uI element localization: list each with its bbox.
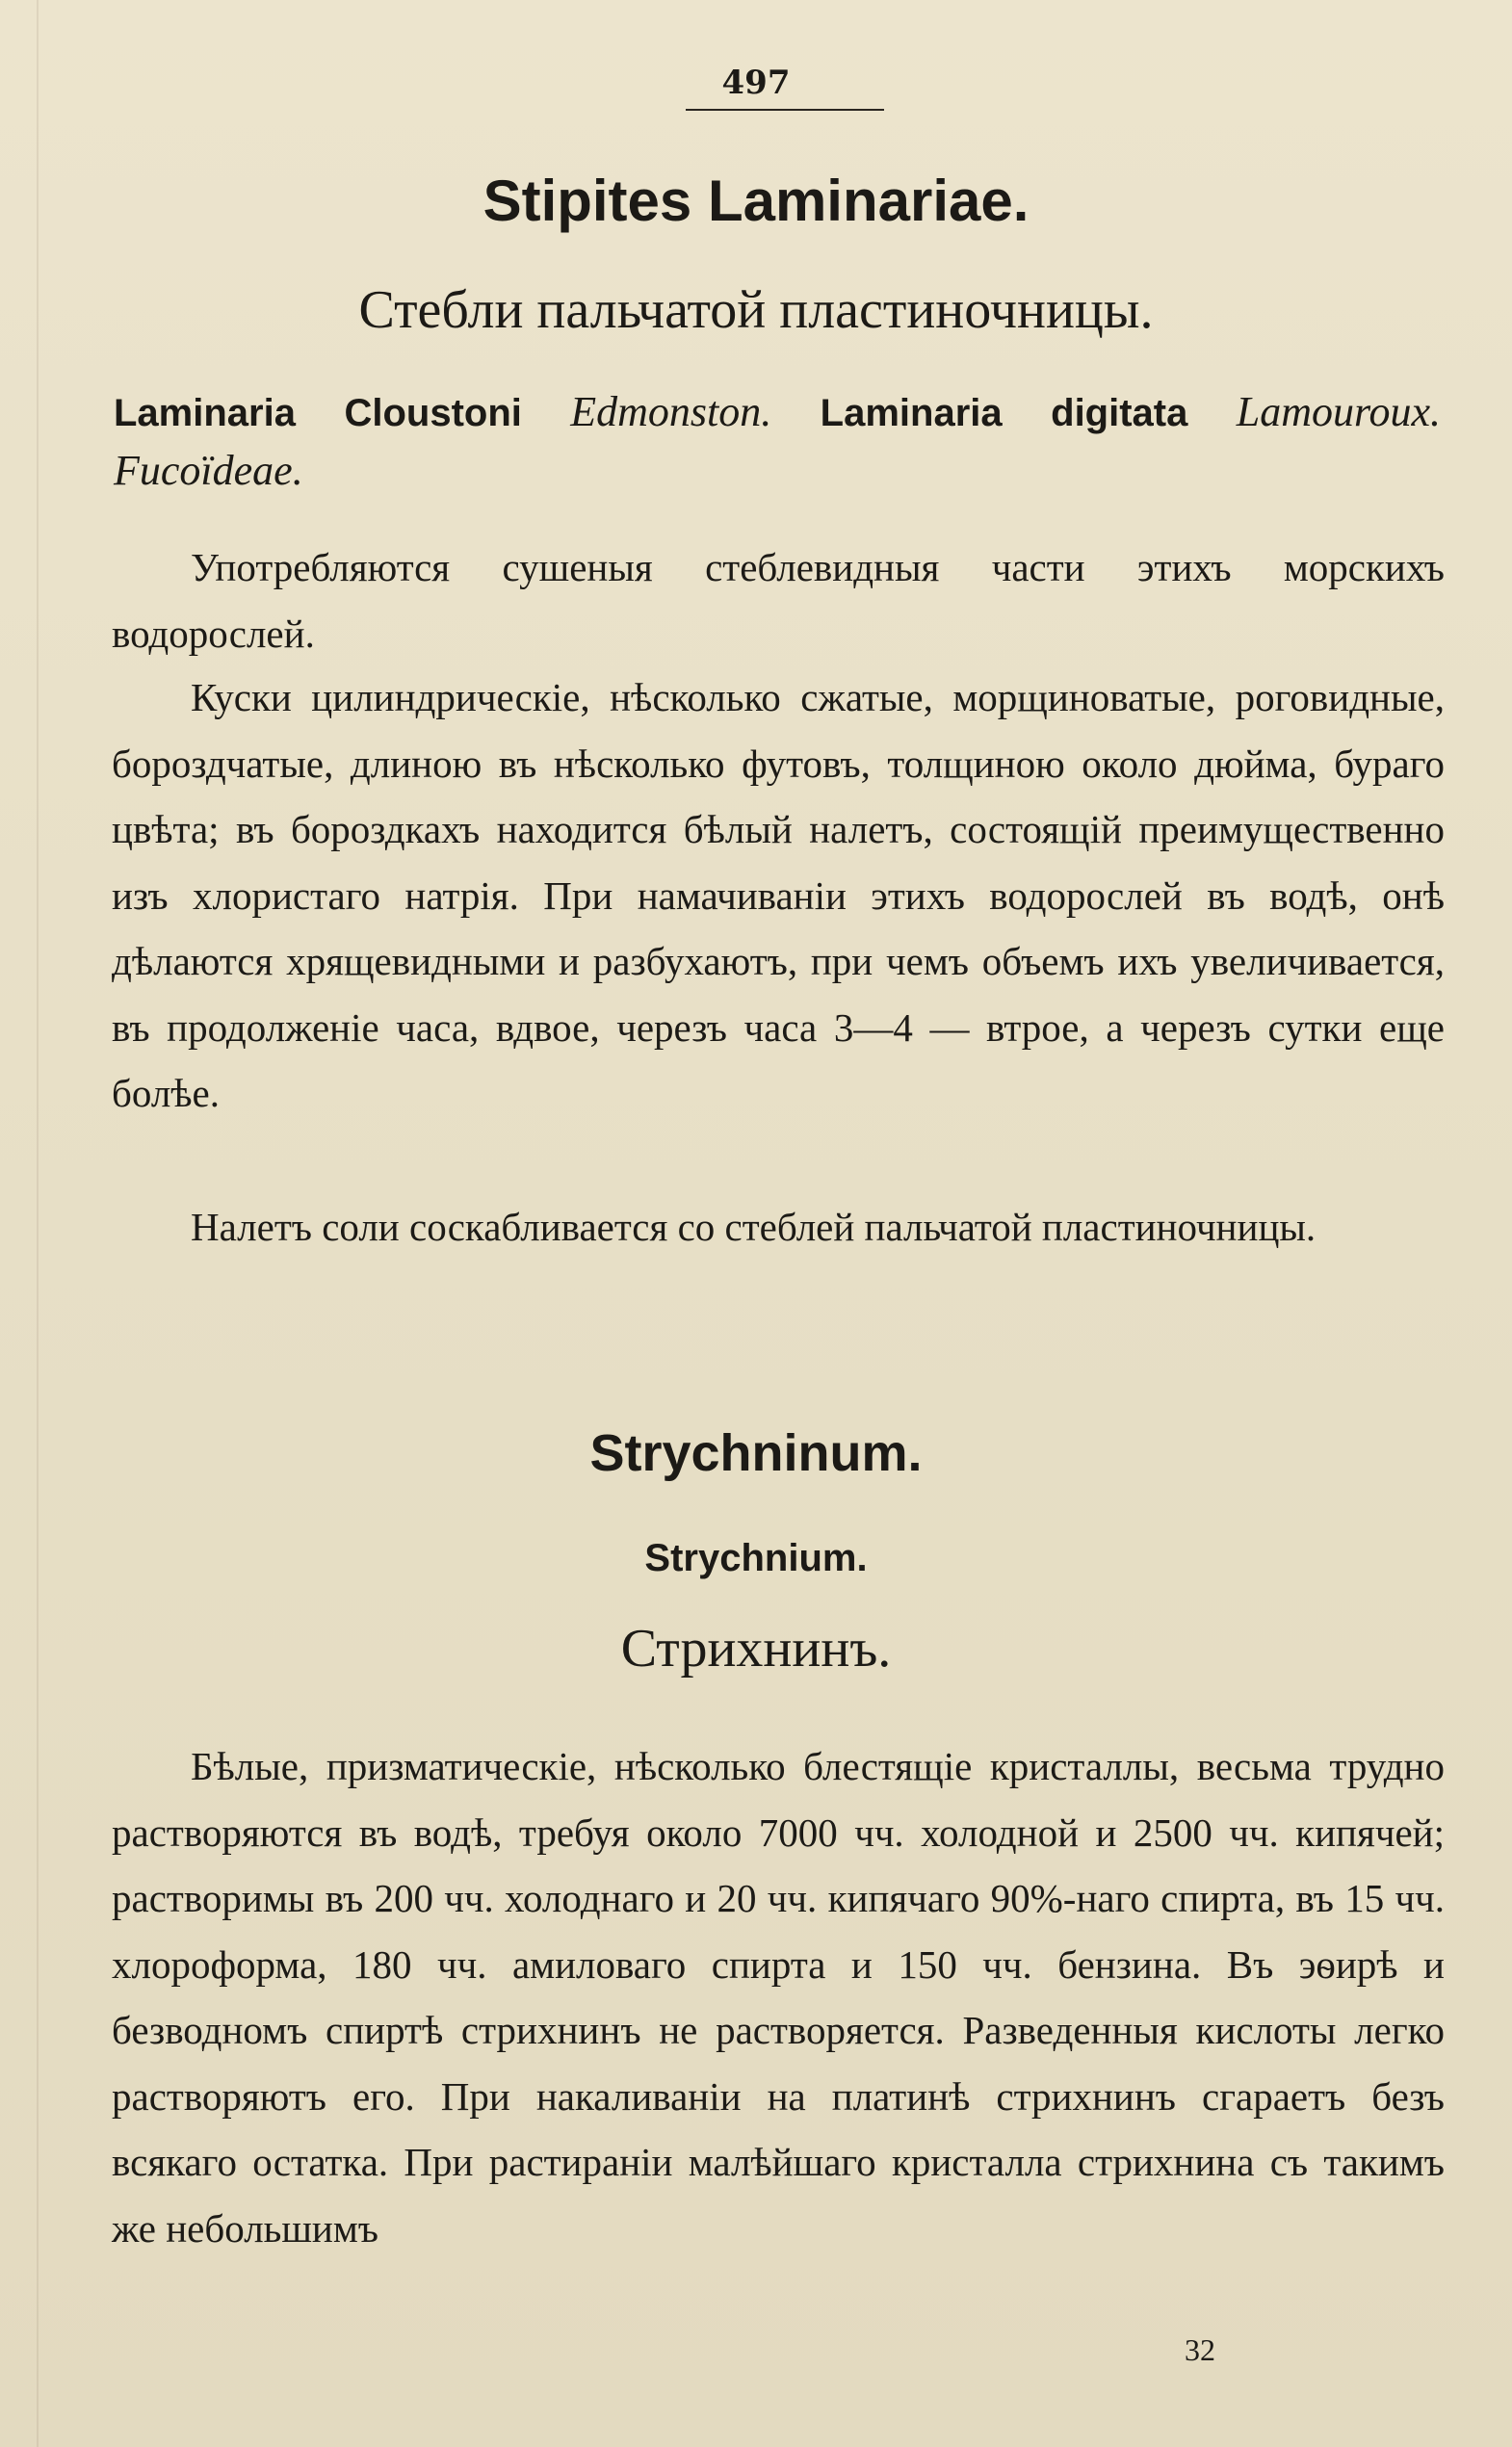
paragraph: Употребляются сушеныя стеблевидныя части этихъ морскихъ водорослей. — [112, 545, 1445, 656]
species-name: Laminaria digitata — [820, 392, 1188, 434]
section-synonym-latin: Strychnium. — [644, 1537, 868, 1579]
page-edge-shadow — [37, 0, 39, 2447]
species-name: Laminaria Cloustoni — [114, 392, 522, 434]
section-title-russian: Стрихнинъ. — [620, 1619, 892, 1679]
header-rule — [686, 109, 884, 111]
paragraph: Налетъ соли соскабливается со стеблей пальчатой пластиночницы. — [191, 1205, 1316, 1249]
section-title-latin: Stipites Laminariae. — [482, 169, 1030, 233]
section-title-latin: Strychninum. — [589, 1424, 923, 1482]
paragraph: Куски цилиндрическіе, нѣсколько сжатые, морщиноватые, роговидные, бороздчатые, длиною въ нѣсколько футовъ, толщиною около дюйма, бураго цвѣта; въ бороздкахъ находится бѣлый налетъ, состоящій преимущественно изъ хлористаго натрія. При намачиваніи этихъ водорослей въ водѣ, онѣ дѣлаются хрящевидными и разбухаютъ, при чемъ объемъ ихъ увеличивается, въ продолженіе часа, вдвое, черезъ часа 3—4 — втрое, а черезъ сутки еще болѣе. — [112, 675, 1445, 1115]
printer-signature: 32 — [1185, 2332, 1215, 2367]
page-number: 497 — [721, 64, 791, 102]
botanical-source — [114, 383, 1441, 500]
plant-family: Fucoïdeae. — [114, 447, 303, 494]
species-author: Edmonston. — [570, 388, 772, 435]
section-title-russian: Стебли пальчатой пластиночницы. — [358, 280, 1154, 340]
paragraph: Бѣлые, призматическіе, нѣсколько блестящіе кристаллы, весьма трудно растворяются въ водѣ, требуя около 7000 чч. холодной и 2500 чч. кипячей; растворимы въ 200 чч. холоднаго и 20 чч. кипячаго 90%-наго спирта, въ 15 чч. хлороформа, 180 чч. амиловаго спирта и 150 чч. бензина. Въ эѳирѣ и безводномъ спиртѣ стрихнинъ не растворяется. Разведенныя кислоты легко растворяютъ его. При накаливаніи на платинѣ стрихнинъ сгараетъ безъ всякаго остатка. При растираніи малѣйшаго кристалла стрихнина съ такимъ же небольшимъ — [112, 1744, 1445, 2251]
species-author: Lamouroux. — [1236, 388, 1442, 435]
